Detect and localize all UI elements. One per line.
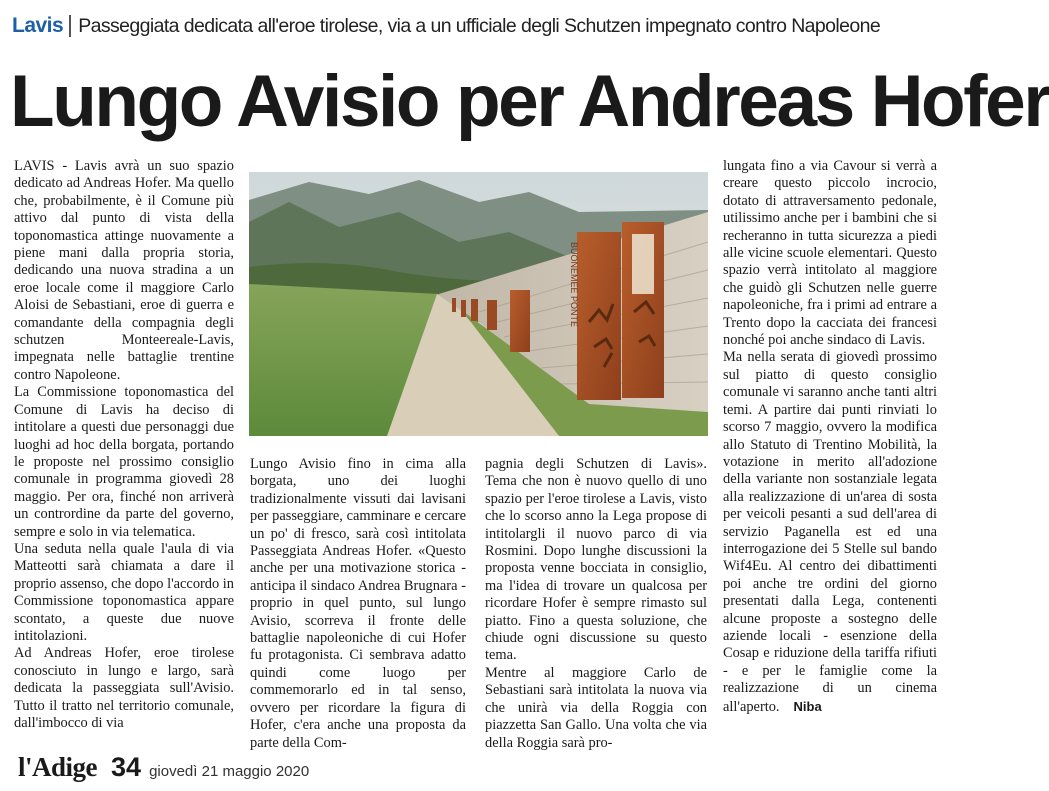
sign-panel-mid xyxy=(510,290,530,352)
article-column-2 xyxy=(250,456,466,751)
newspaper-logo: l'Adige xyxy=(18,752,98,782)
article-column-3 xyxy=(485,456,707,751)
riverside-path-illustration xyxy=(249,172,708,436)
paragraph: pagnia degli Schutzen di Lavis». Tema che non è nuovo quello di uno spazio per l'eroe tirolese a Lavis, visto che lo scorso anno la Lega propose di intitolargli il nuovo parco di via Rosmini. Dopo lunghe discussioni la proposta venne bocciata in consiglio, ma l'idea di trovare un qualcosa per ricordare Hofer è sempre rimasto sul piatto. Fino a questa soluzione, che chiude ogni discussione su questo tema. xyxy=(485,456,707,664)
paragraph: Ad Andreas Hofer, eroe tirolese conosciuto in lungo e largo, sarà dedicata la passeggiata sull'Avisio. Tutto il tratto nel territorio comunale, dall'imbocco di via xyxy=(14,645,234,731)
paragraph: Una seduta nella quale l'aula di via Matteotti sarà chiamata a dare il proprio assenso, che dopo l'accordo in Commissione toponomastica appare scontato, a queste due nuove intitolazioni. xyxy=(14,540,234,644)
article-column-1 xyxy=(14,158,234,742)
kicker-divider xyxy=(69,15,71,37)
kicker xyxy=(12,12,942,40)
paragraph-text: Ma nella serata di giovedì prossimo sul piatto di questo consiglio comunale vi saranno anche tanti altri temi. A partire dai punti rinviati lo scorso 7 maggio, ovvero la modifica allo Statuto di Trentino Mobilità, la votazione in merito all'adozione della variante non sostanziale legata alla realizzazione di un'area di sosta per veicoli pesanti a sud dell'area di servizio Paganella est ed una interrogazione dei 5 Stelle sul bando Wif4Eu. Al centro dei dibattimenti poi anche tre ordini del giorno presentati dalla Lega, contenenti alcune proposte a sostegno delle aziende locali - esenzione della Cosap e riduzione della tariffa rifiuti - e per le famiglie come la realizzazione di un cinema all'aperto. xyxy=(723,349,937,715)
sign-text: BUONEMEE PONTE xyxy=(569,242,579,328)
article-photo xyxy=(249,172,708,436)
author-signature: Niba xyxy=(793,698,822,714)
paragraph: Mentre al maggiore Carlo de Sebastiani sarà intitolata la nuova via che unirà via della Roggia con piazzetta San Gallo. Una volta che via della Roggia sarà pro- xyxy=(485,664,707,751)
page-footer xyxy=(18,752,618,786)
article-column-4 xyxy=(723,158,937,744)
paragraph: La Commissione toponomastica del Comune di Lavis ha deciso di intitolare a questi due personaggi due luoghi ad hoc della borgata, portando le proposte nel prossimo consiglio comunale in programma giovedì 28 maggio. Per ora, finché non arriverà un contrordine da parte del governo, sempre e solo in via telematica. xyxy=(14,384,234,540)
paragraph: Lungo Avisio fino in cima alla borgata, uno dei luoghi tradizionalmente vissuti dai lavisani per passeggiare, camminare e cercare un po' di fresco, sarà così intitolata Passeggiata Andreas Hofer. «Questo anche per una motivazione storica - anticipa il sindaco Andrea Brugnara - proprio in quel punto, sul lungo Avisio, scorreva il fronte delle battaglie napoleoniche di cui Hofer fu protagonista. Ci sembrava adatto quindi come luogo per commemorarlo ed in tal senso, ovvero per ricordare la figura di Hofer, c'era anche una proposta da parte della Com- xyxy=(250,456,466,751)
kicker-text: Passeggiata dedicata all'eroe tirolese, via a un ufficiale degli Schutzen impegnato contro Napoleone xyxy=(78,15,881,37)
issue-date: giovedì 21 maggio 2020 xyxy=(149,763,310,780)
paragraph: LAVIS - Lavis avrà un suo spazio dedicato ad Andreas Hofer. Ma quello che, probabilmente, è il Comune più attivo dal punto di vista della toponomastica attinge nuovamente a piene mani dalla propria storia, dedicando una nuova stradina a un eroe locale come il maggiore Carlo Aloisi de Sebastiani, eroe di guerra e comandante della compagnia degli schutzen Monteereale-Lavis, impegnata nelle battaglie trentine contro Napoleone. xyxy=(14,158,234,383)
page-number: 34 xyxy=(111,752,142,782)
section-tag: Lavis xyxy=(12,14,64,37)
headline: Lungo Avisio per Andreas Hofer xyxy=(10,61,1049,142)
paragraph xyxy=(723,349,937,716)
sign-panel-main xyxy=(569,222,664,400)
paragraph: lungata fino a via Cavour si verrà a creare questo piccolo incrocio, dotato di attraversamento pedonale, utilissimo anche per i bambini che si recheranno in tutta sicurezza a piedi alle vicine scuole elementari. Questo spazio verrà intitolato al maggiore che guidò gli Schutzen nelle guerre napoleoniche, fra i primi ad entrare a Trento dopo la cacciata dei francesi nonché poi anche sindaco di Lavis. xyxy=(723,158,937,349)
